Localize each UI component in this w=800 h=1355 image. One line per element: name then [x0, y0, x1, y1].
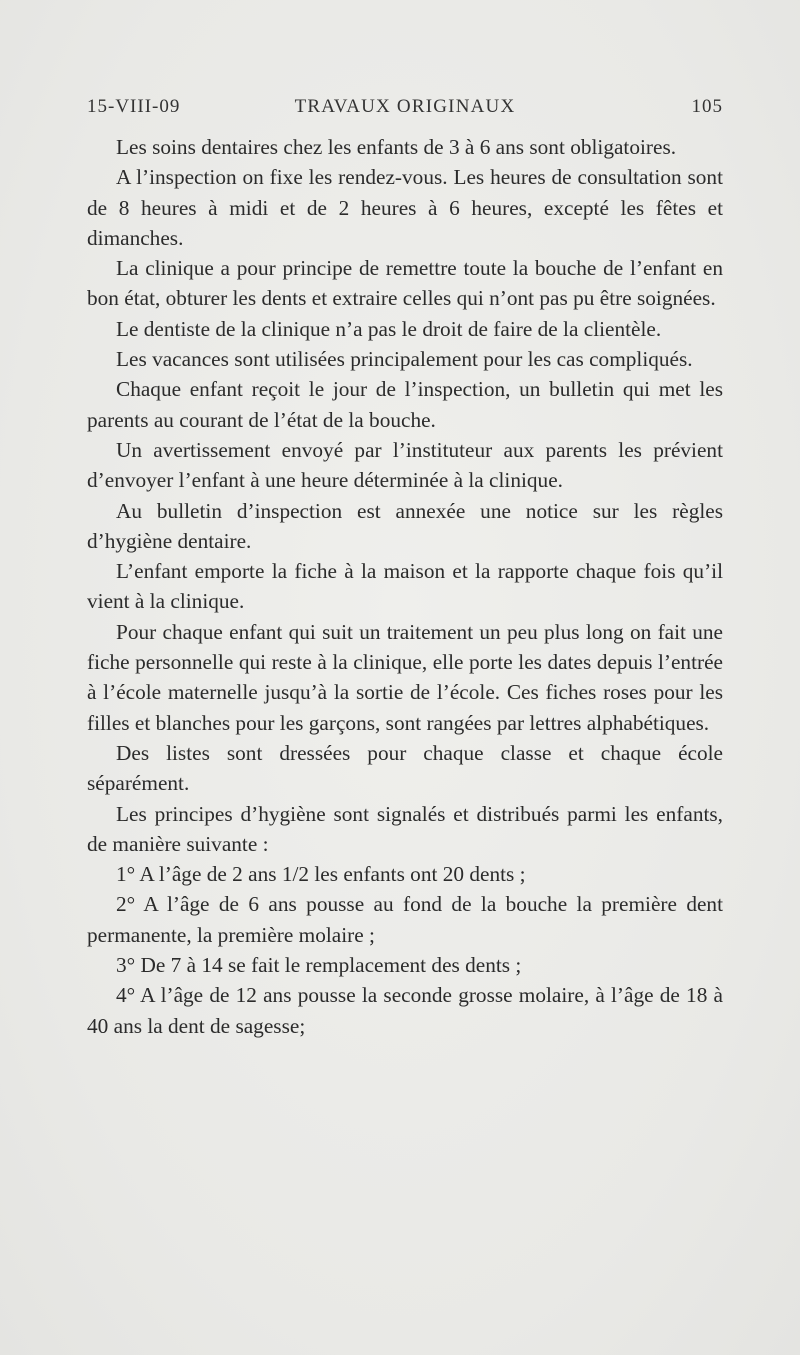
paragraph: Chaque enfant reçoit le jour de l’inspection, un bulletin qui met les parents au courant de l’état de la bouche. [87, 377, 723, 432]
header-date: 15-VIII-09 [87, 96, 181, 117]
paragraph: Au bulletin d’inspection est annexée une notice sur les règles d’hygiène dentaire. [87, 498, 723, 553]
page-number: 105 [691, 96, 723, 117]
list-item: 4° A l’âge de 12 ans pousse la seconde grosse molaire, à l’âge de 18 à 40 ans la dent de sagesse; [87, 983, 723, 1038]
list-item: 1° A l’âge de 2 ans 1/2 les enfants ont 20 dents ; [116, 862, 526, 887]
header-title: TRAVAUX ORIGINAUX [294, 96, 516, 117]
list-item: 3° De 7 à 14 se fait le remplacement des dents ; [116, 953, 522, 978]
paragraph: Les soins dentaires chez les enfants de 3 à 6 ans sont obligatoires. [116, 135, 677, 159]
paragraph: Pour chaque enfant qui suit un traitement un peu plus long on fait une fiche personnelle qui reste à la clinique, elle porte les dates depuis l’entrée à l’école maternelle jusqu’à la sortie de l’école. Ces fiches roses pour les filles et blanches pour les garçons, sont rangées par lettres alphabétiques. [87, 619, 723, 735]
paragraph: Le dentiste de la clinique n’a pas le droit de faire de la clientèle. [116, 316, 662, 341]
paragraph: La clinique a pour principe de remettre toute la bouche de l’enfant en bon état, obturer les dents et extraire celles qui n’ont pas pu être soignées. [87, 256, 723, 311]
paragraph: Les principes d’hygiène sont signalés et distribués parmi les enfants, de manière suivante : [87, 801, 723, 856]
paragraph: L’enfant emporte la fiche à la maison et la rapporte chaque fois qu’il vient à la clinique. [87, 559, 723, 614]
running-header [87, 96, 723, 126]
paragraph: A l’inspection on fixe les rendez-vous. Les heures de consultation sont de 8 heures à midi et de 2 heures à 6 heures, excepté les fêtes et dimanches. [87, 165, 723, 250]
paragraph: Les vacances sont utilisées principalement pour les cas compliqués. [116, 347, 693, 372]
paragraph: Un avertissement envoyé par l’instituteur aux parents les prévient d’envoyer l’enfant à une heure déterminée à la clinique. [87, 437, 723, 493]
list-item: 2° A l’âge de 6 ans pousse au fond de la bouche la première dent permanente, la première molaire ; [87, 892, 723, 947]
body-text [87, 132, 723, 1041]
paragraph: Des listes sont dressées pour chaque classe et chaque école séparément. [87, 740, 723, 796]
